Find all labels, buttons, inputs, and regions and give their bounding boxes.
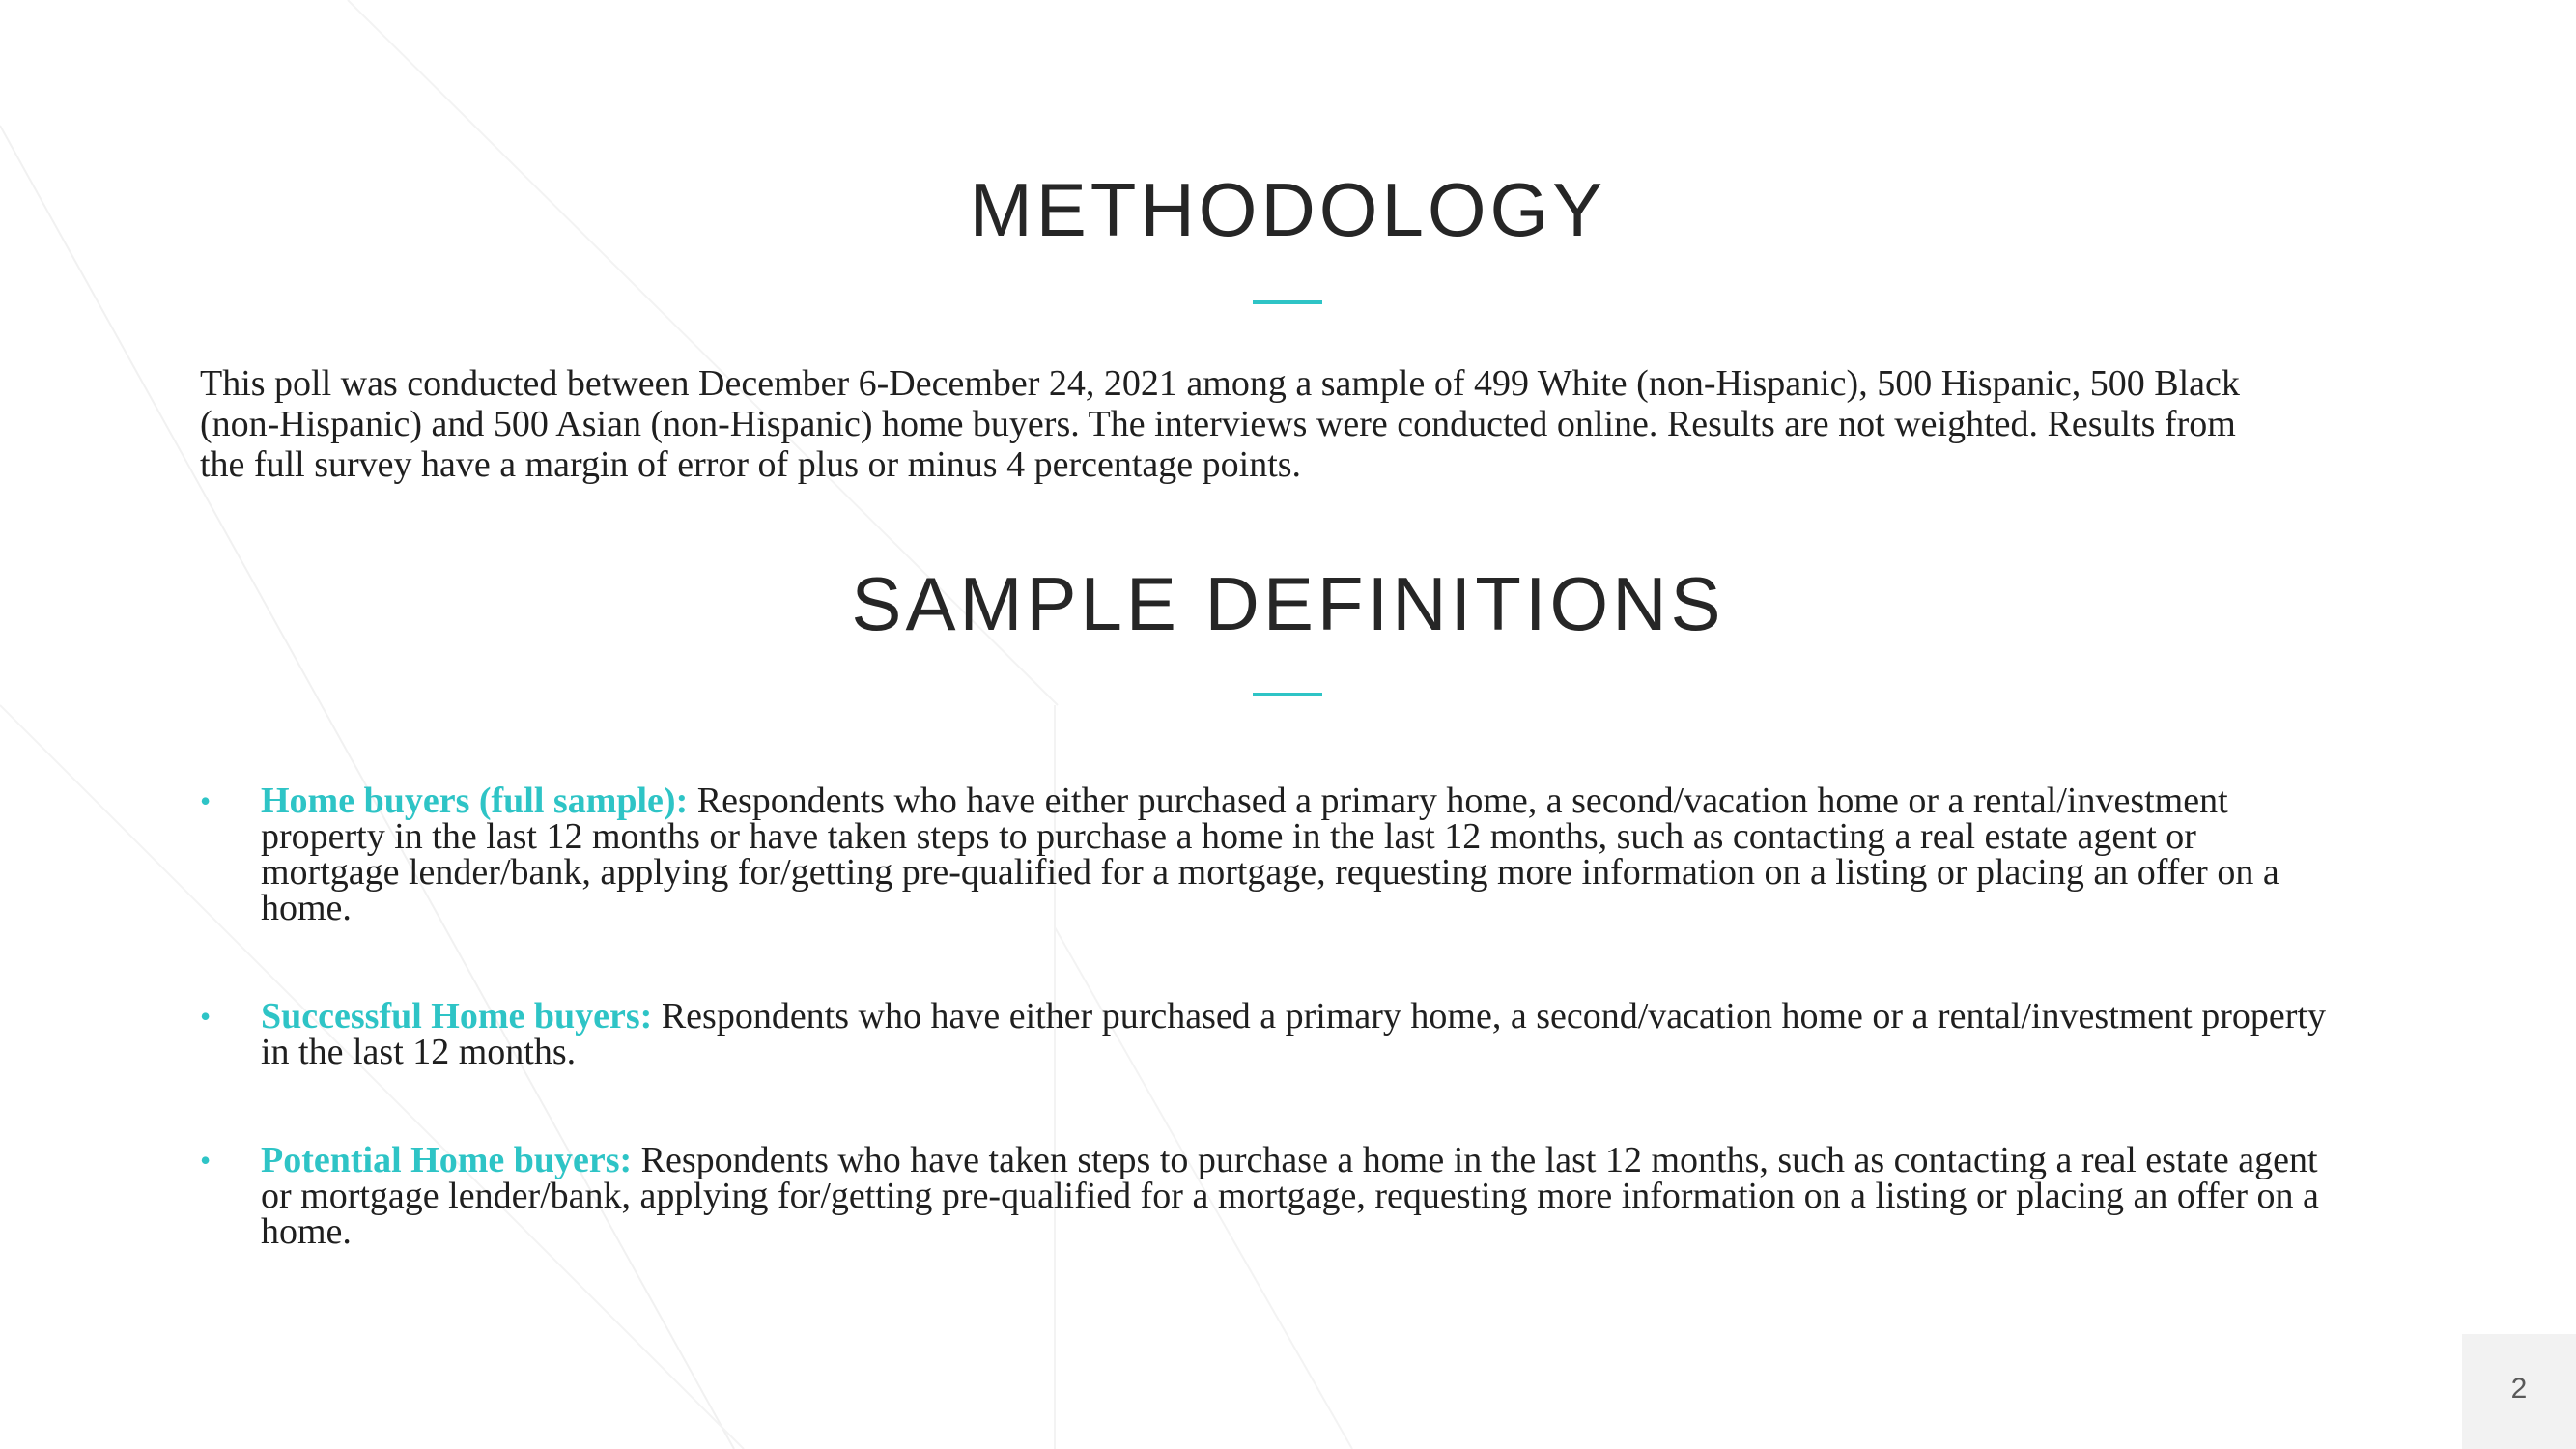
definition-body [261,783,2328,926]
bullet-icon: • [200,1143,212,1178]
definition-term: Successful Home buyers: [261,996,653,1037]
methodology-paragraph: This poll was conducted between December 6-December 24, 2021 among a sample of 499 White (non-Hispanic), 500 Hispanic, 500 Black (non-Hispanic) and 500 Asian (non-Hispanic) home buyers. The interviews were conducted online. Results are not weighted. Results from the full survey have a margin of error of plus or minus 4 percentage points. [200,363,2240,485]
definition-text: Respondents who have either purchased a primary home, a second/vacation home or a rental/investment property in the last 12 months. [261,996,2326,1072]
definition-term: Potential Home buyers: [261,1140,633,1180]
bullet-icon: • [200,999,212,1034]
page-number-box [2462,1334,2576,1449]
methodology-title: METHODOLOGY [969,167,1607,252]
page-number: 2 [2510,1373,2528,1405]
title-accent-rule [1253,693,1322,696]
sample-definitions-title: SAMPLE DEFINITIONS [851,561,1725,646]
bullet-icon: • [200,783,212,818]
definition-text: Respondents who have either purchased a primary home, a second/vacation home or a rental/investment property in the last 12 months or have taken steps to purchase a home in the last 12 months, such as contacting a real estate agent or mortgage lender/bank, applying for/getting pre-qualified for a mortgage, requesting more information on a listing or placing an offer on a home. [261,781,2279,928]
definition-term: Home buyers (full sample): [261,781,689,821]
definition-body [261,996,2328,1072]
definition-body [261,1140,2328,1252]
definition-text: Respondents who have taken steps to purchase a home in the last 12 months, such as contacting a real estate agent or mortgage lender/bank, applying for/getting pre-qualified for a mortgage, requesting more information on a listing or placing an offer on a home. [261,1140,2319,1252]
title-accent-rule [1253,300,1322,304]
